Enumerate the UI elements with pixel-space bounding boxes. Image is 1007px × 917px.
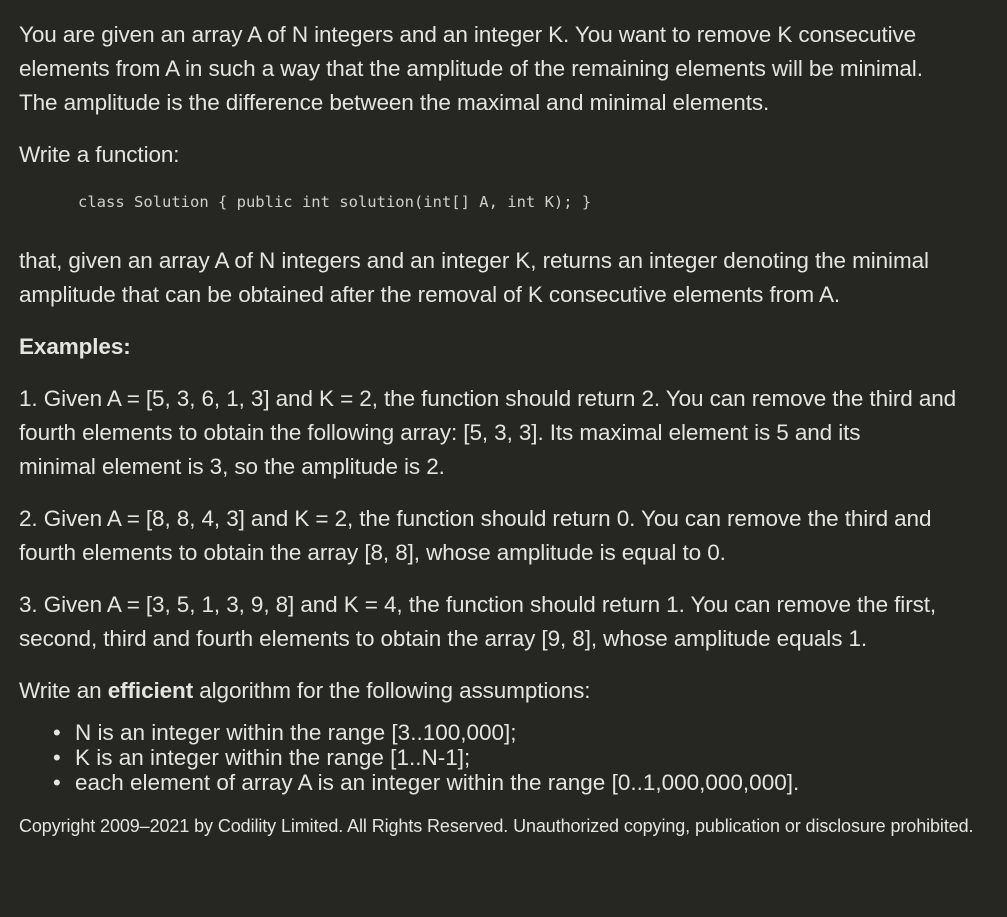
example-line: minimal element is 3, so the amplitude is 2. xyxy=(19,454,445,479)
assumption-item: • each element of array A is an integer within the range [0..1,000,000,000]. xyxy=(75,770,1007,795)
intro-line: The amplitude is the difference between the maximal and minimal elements. xyxy=(19,90,770,115)
example-line: 2. Given A = [8, 8, 4, 3] and K = 2, the function should return 0. You can remove the third and xyxy=(19,506,932,531)
efficient-emphasis: efficient xyxy=(107,678,194,703)
assumptions-intro-before: Write an xyxy=(19,678,108,703)
example-2 xyxy=(19,502,1007,570)
example-3 xyxy=(19,588,1007,656)
assumptions-intro xyxy=(19,674,1007,708)
write-function-label: Write a function: xyxy=(19,142,180,167)
example-1 xyxy=(19,382,1007,484)
example-line: 3. Given A = [3, 5, 1, 3, 9, 8] and K = 4, the function should return 1. You can remove the first, xyxy=(19,592,937,617)
assumption-item: • N is an integer within the range [3..100,000]; xyxy=(75,720,1007,745)
assumption-item: • K is an integer within the range [1..N-1]; xyxy=(75,745,1007,770)
intro-line: elements from A in such a way that the amplitude of the remaining elements will be minimal. xyxy=(19,56,923,81)
description-line: that, given an array A of N integers and an integer K, returns an integer denoting the minimal xyxy=(19,248,929,273)
description-line: amplitude that can be obtained after the removal of K consecutive elements from A. xyxy=(19,282,841,307)
example-line: 1. Given A = [5, 3, 6, 1, 3] and K = 2, the function should return 2. You can remove the third and xyxy=(19,386,957,411)
example-line: second, third and fourth elements to obtain the array [9, 8], whose amplitude equals 1. xyxy=(19,626,868,651)
examples-heading: Examples: xyxy=(19,334,131,359)
assumptions-intro-after: algorithm for the following assumptions: xyxy=(193,678,591,703)
copyright-notice: Copyright 2009–2021 by Codility Limited. All Rights Reserved. Unauthorized copying, publication or disclosure prohibited. xyxy=(19,816,974,836)
intro-line: You are given an array A of N integers and an integer K. You want to remove K consecutive xyxy=(19,22,917,47)
example-line: fourth elements to obtain the array [8, 8], whose amplitude is equal to 0. xyxy=(19,540,726,565)
code-signature: class Solution { public int solution(int[] A, int K); } xyxy=(78,193,592,211)
example-line: fourth elements to obtain the following array: [5, 3, 3]. Its maximal element is 5 and its xyxy=(19,420,861,445)
intro-paragraph xyxy=(19,18,1007,120)
assumptions-list xyxy=(19,720,1007,795)
description-paragraph xyxy=(19,244,1007,312)
